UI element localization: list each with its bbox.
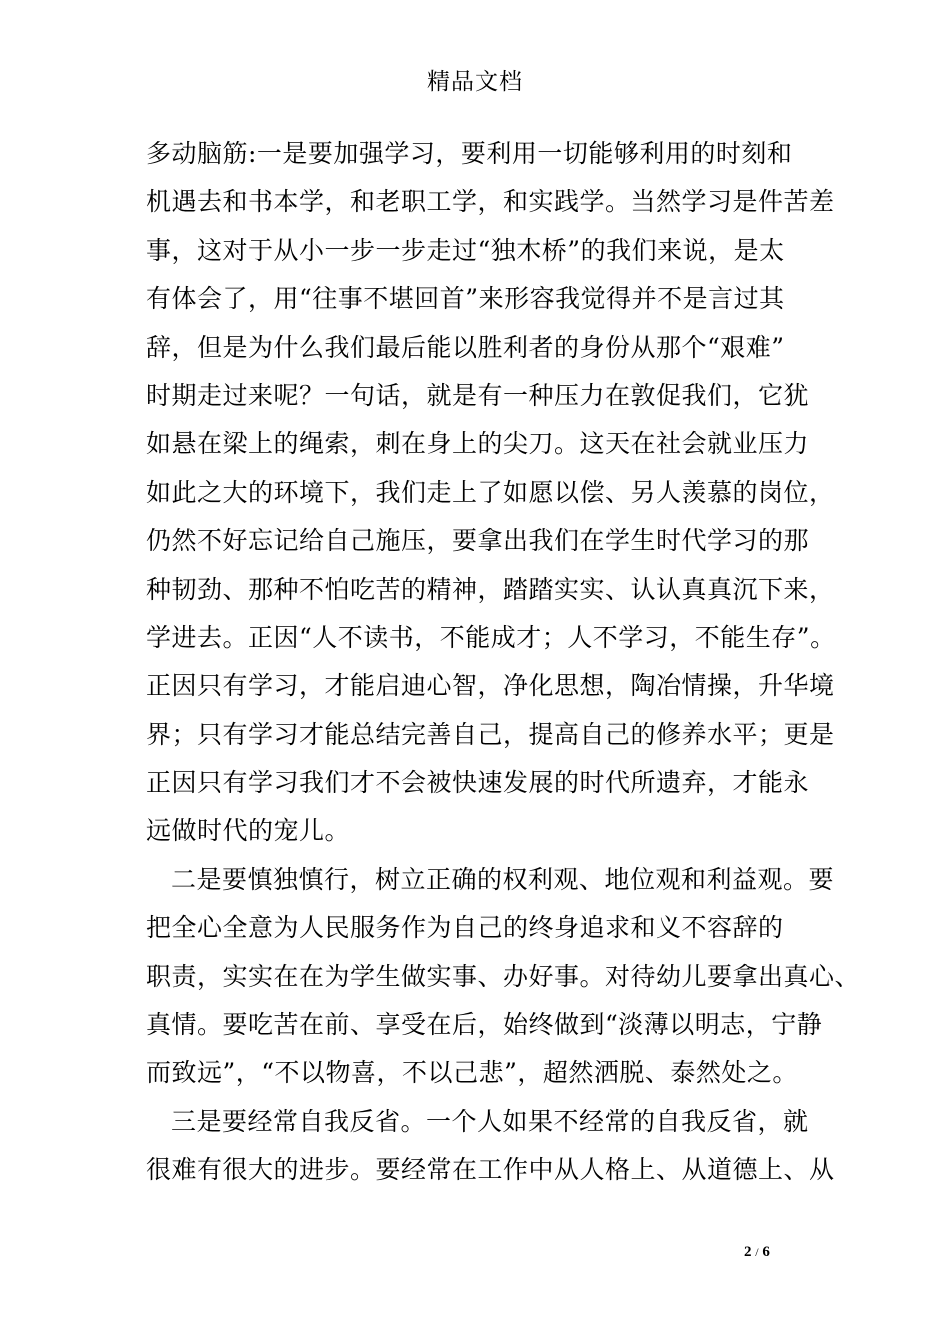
text-line: 有体会了，用“往事不堪回首”来形容我觉得并不是言过其	[146, 284, 785, 314]
text-line: 职责，实实在在为学生做实事、办好事。对待幼儿要拿出真心、	[146, 961, 861, 991]
paragraph-start-line: 二是要慎独慎行，树立正确的权利观、地位观和利益观。要	[171, 864, 835, 894]
text-line: 真情。要吃苦在前、享受在后，始终做到“淡薄以明志，宁静	[146, 1010, 823, 1040]
text-line: 正因只有学习我们才不会被快速发展的时代所遗弃，才能永	[146, 768, 810, 798]
text-line: 远做时代的宠儿。	[146, 816, 351, 846]
paragraph-start-line: 三是要经常自我反省。一个人如果不经常的自我反省，就	[171, 1106, 809, 1136]
text-line: 机遇去和书本学，和老职工学，和实践学。当然学习是件苦差	[146, 187, 835, 217]
page-separator: /	[755, 1245, 759, 1259]
text-line: 事，这对于从小一步一步走过“独木桥”的我们来说，是太	[146, 235, 785, 265]
text-line: 时期走过来呢？一句话，就是有一种压力在敦促我们，它犹	[146, 380, 810, 410]
page-current: 2	[744, 1244, 752, 1260]
text-line: 种韧劲、那种不怕吃苦的精神，踏踏实实、认认真真沉下来，	[146, 574, 835, 604]
text-line: 多动脑筋:一是要加强学习，要利用一切能够利用的时刻和	[146, 139, 793, 168]
document-body	[146, 130, 861, 1195]
text-line: 如悬在梁上的绳索，刺在身上的尖刀。这天在社会就业压力	[146, 429, 810, 459]
page-header-title: 精品文档	[427, 69, 523, 95]
page-number	[744, 1244, 770, 1261]
text-line: 学进去。正因“人不读书，不能成才；人不学习，不能生存”。	[146, 622, 836, 652]
text-line: 仍然不好忘记给自己施压，要拿出我们在学生时代学习的那	[146, 526, 810, 556]
page-total: 6	[762, 1244, 770, 1260]
text-line: 界；只有学习才能总结完善自己，提高自己的修养水平；更是	[146, 719, 835, 749]
text-line: 如此之大的环境下，我们走上了如愿以偿、另人羡慕的岗位，	[146, 477, 835, 507]
text-line: 很难有很大的进步。要经常在工作中从人格上、从道德上、从	[146, 1155, 835, 1185]
text-line: 正因只有学习，才能启迪心智，净化思想，陶冶情操，升华境	[146, 671, 835, 701]
text-line: 而致远”，“不以物喜，不以己悲”，超然洒脱、泰然处之。	[146, 1058, 798, 1088]
text-line: 把全心全意为人民服务作为自己的终身追求和义不容辞的	[146, 913, 784, 943]
text-line: 辞，但是为什么我们最后能以胜利者的身份从那个“艰难”	[146, 332, 785, 362]
